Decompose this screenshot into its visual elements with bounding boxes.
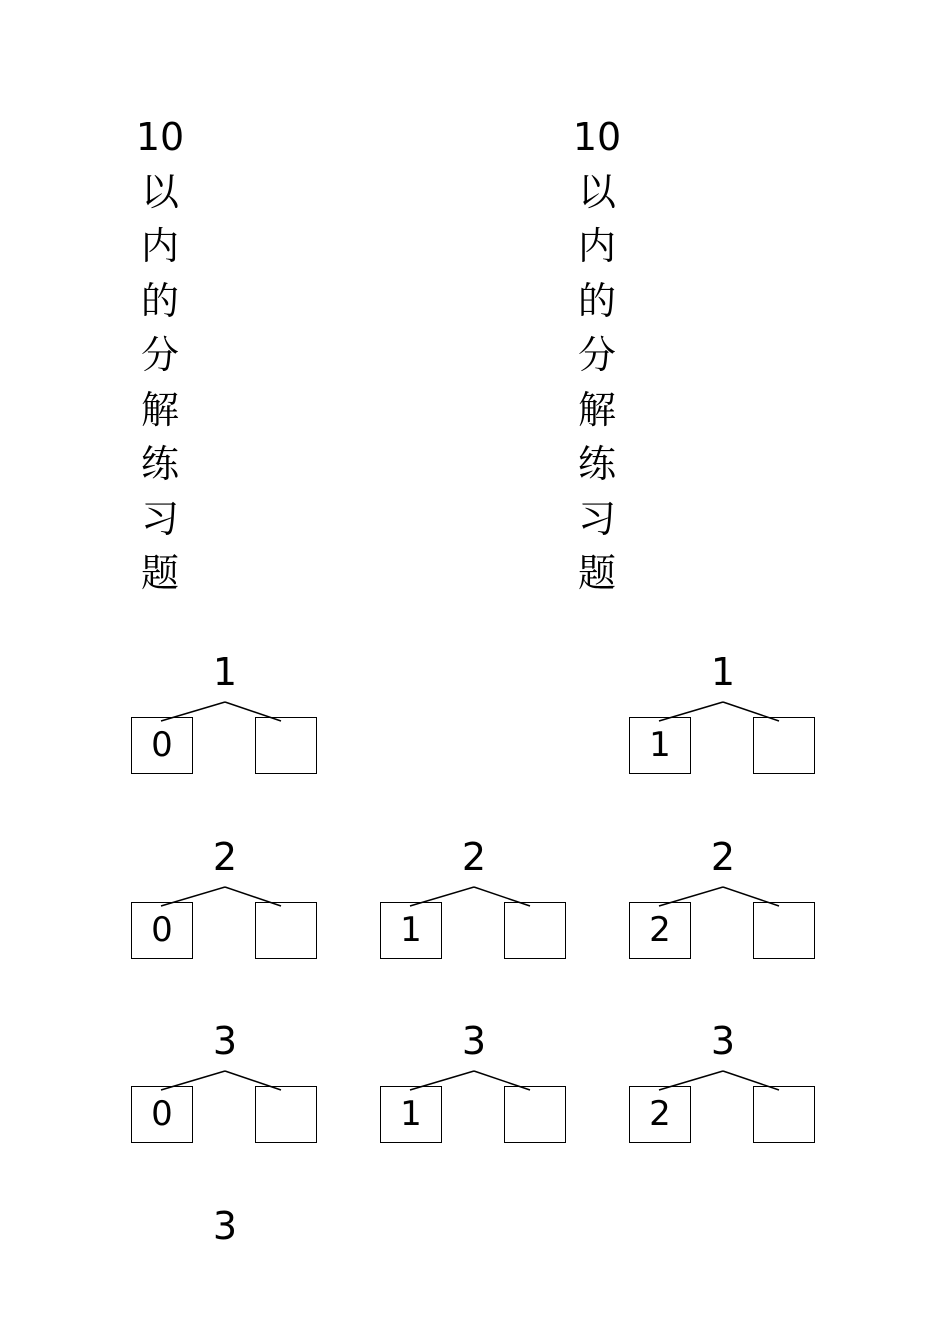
total-number: 1	[710, 650, 736, 694]
total-number: 3	[710, 1019, 736, 1063]
branch-lines	[131, 694, 321, 718]
decomposition-problem	[629, 1019, 819, 1154]
part-box-given: 2	[629, 902, 691, 959]
part-box-given: 1	[380, 1086, 442, 1143]
part-box-answer[interactable]	[753, 902, 815, 959]
part-box-answer[interactable]	[504, 1086, 566, 1143]
decomposition-problem	[380, 835, 570, 970]
total-number: 3	[461, 1019, 487, 1063]
part-box-answer[interactable]	[255, 1086, 317, 1143]
branch-lines	[131, 1063, 321, 1087]
total-number: 1	[212, 650, 238, 694]
part-box-given: 2	[629, 1086, 691, 1143]
part-box-given: 0	[131, 902, 193, 959]
part-box-given: 1	[629, 717, 691, 774]
part-box-given: 0	[131, 1086, 193, 1143]
branch-lines	[131, 879, 321, 903]
decomposition-problem	[629, 650, 819, 785]
branch-lines	[629, 879, 819, 903]
decomposition-problem	[629, 835, 819, 970]
total-number: 2	[710, 835, 736, 879]
total-number: 2	[461, 835, 487, 879]
branch-lines	[629, 694, 819, 718]
decomposition-problem	[131, 1204, 321, 1339]
total-number: 3	[212, 1204, 238, 1248]
decomposition-problem	[380, 1019, 570, 1154]
decomposition-problem	[131, 650, 321, 785]
branch-lines	[380, 879, 570, 903]
part-box-given: 0	[131, 717, 193, 774]
part-box-answer[interactable]	[255, 902, 317, 959]
decomposition-problem	[131, 835, 321, 970]
part-box-given: 1	[380, 902, 442, 959]
total-number: 3	[212, 1019, 238, 1063]
part-box-answer[interactable]	[753, 717, 815, 774]
branch-lines	[380, 1063, 570, 1087]
total-number: 2	[212, 835, 238, 879]
branch-lines	[629, 1063, 819, 1087]
part-box-answer[interactable]	[753, 1086, 815, 1143]
decomposition-problem	[131, 1019, 321, 1154]
worksheet-title-right: 10 以 内 的 分 解 练 习 题	[572, 115, 622, 595]
part-box-answer[interactable]	[504, 902, 566, 959]
part-box-answer[interactable]	[255, 717, 317, 774]
worksheet-title-left: 10 以 内 的 分 解 练 习 题	[135, 115, 185, 595]
